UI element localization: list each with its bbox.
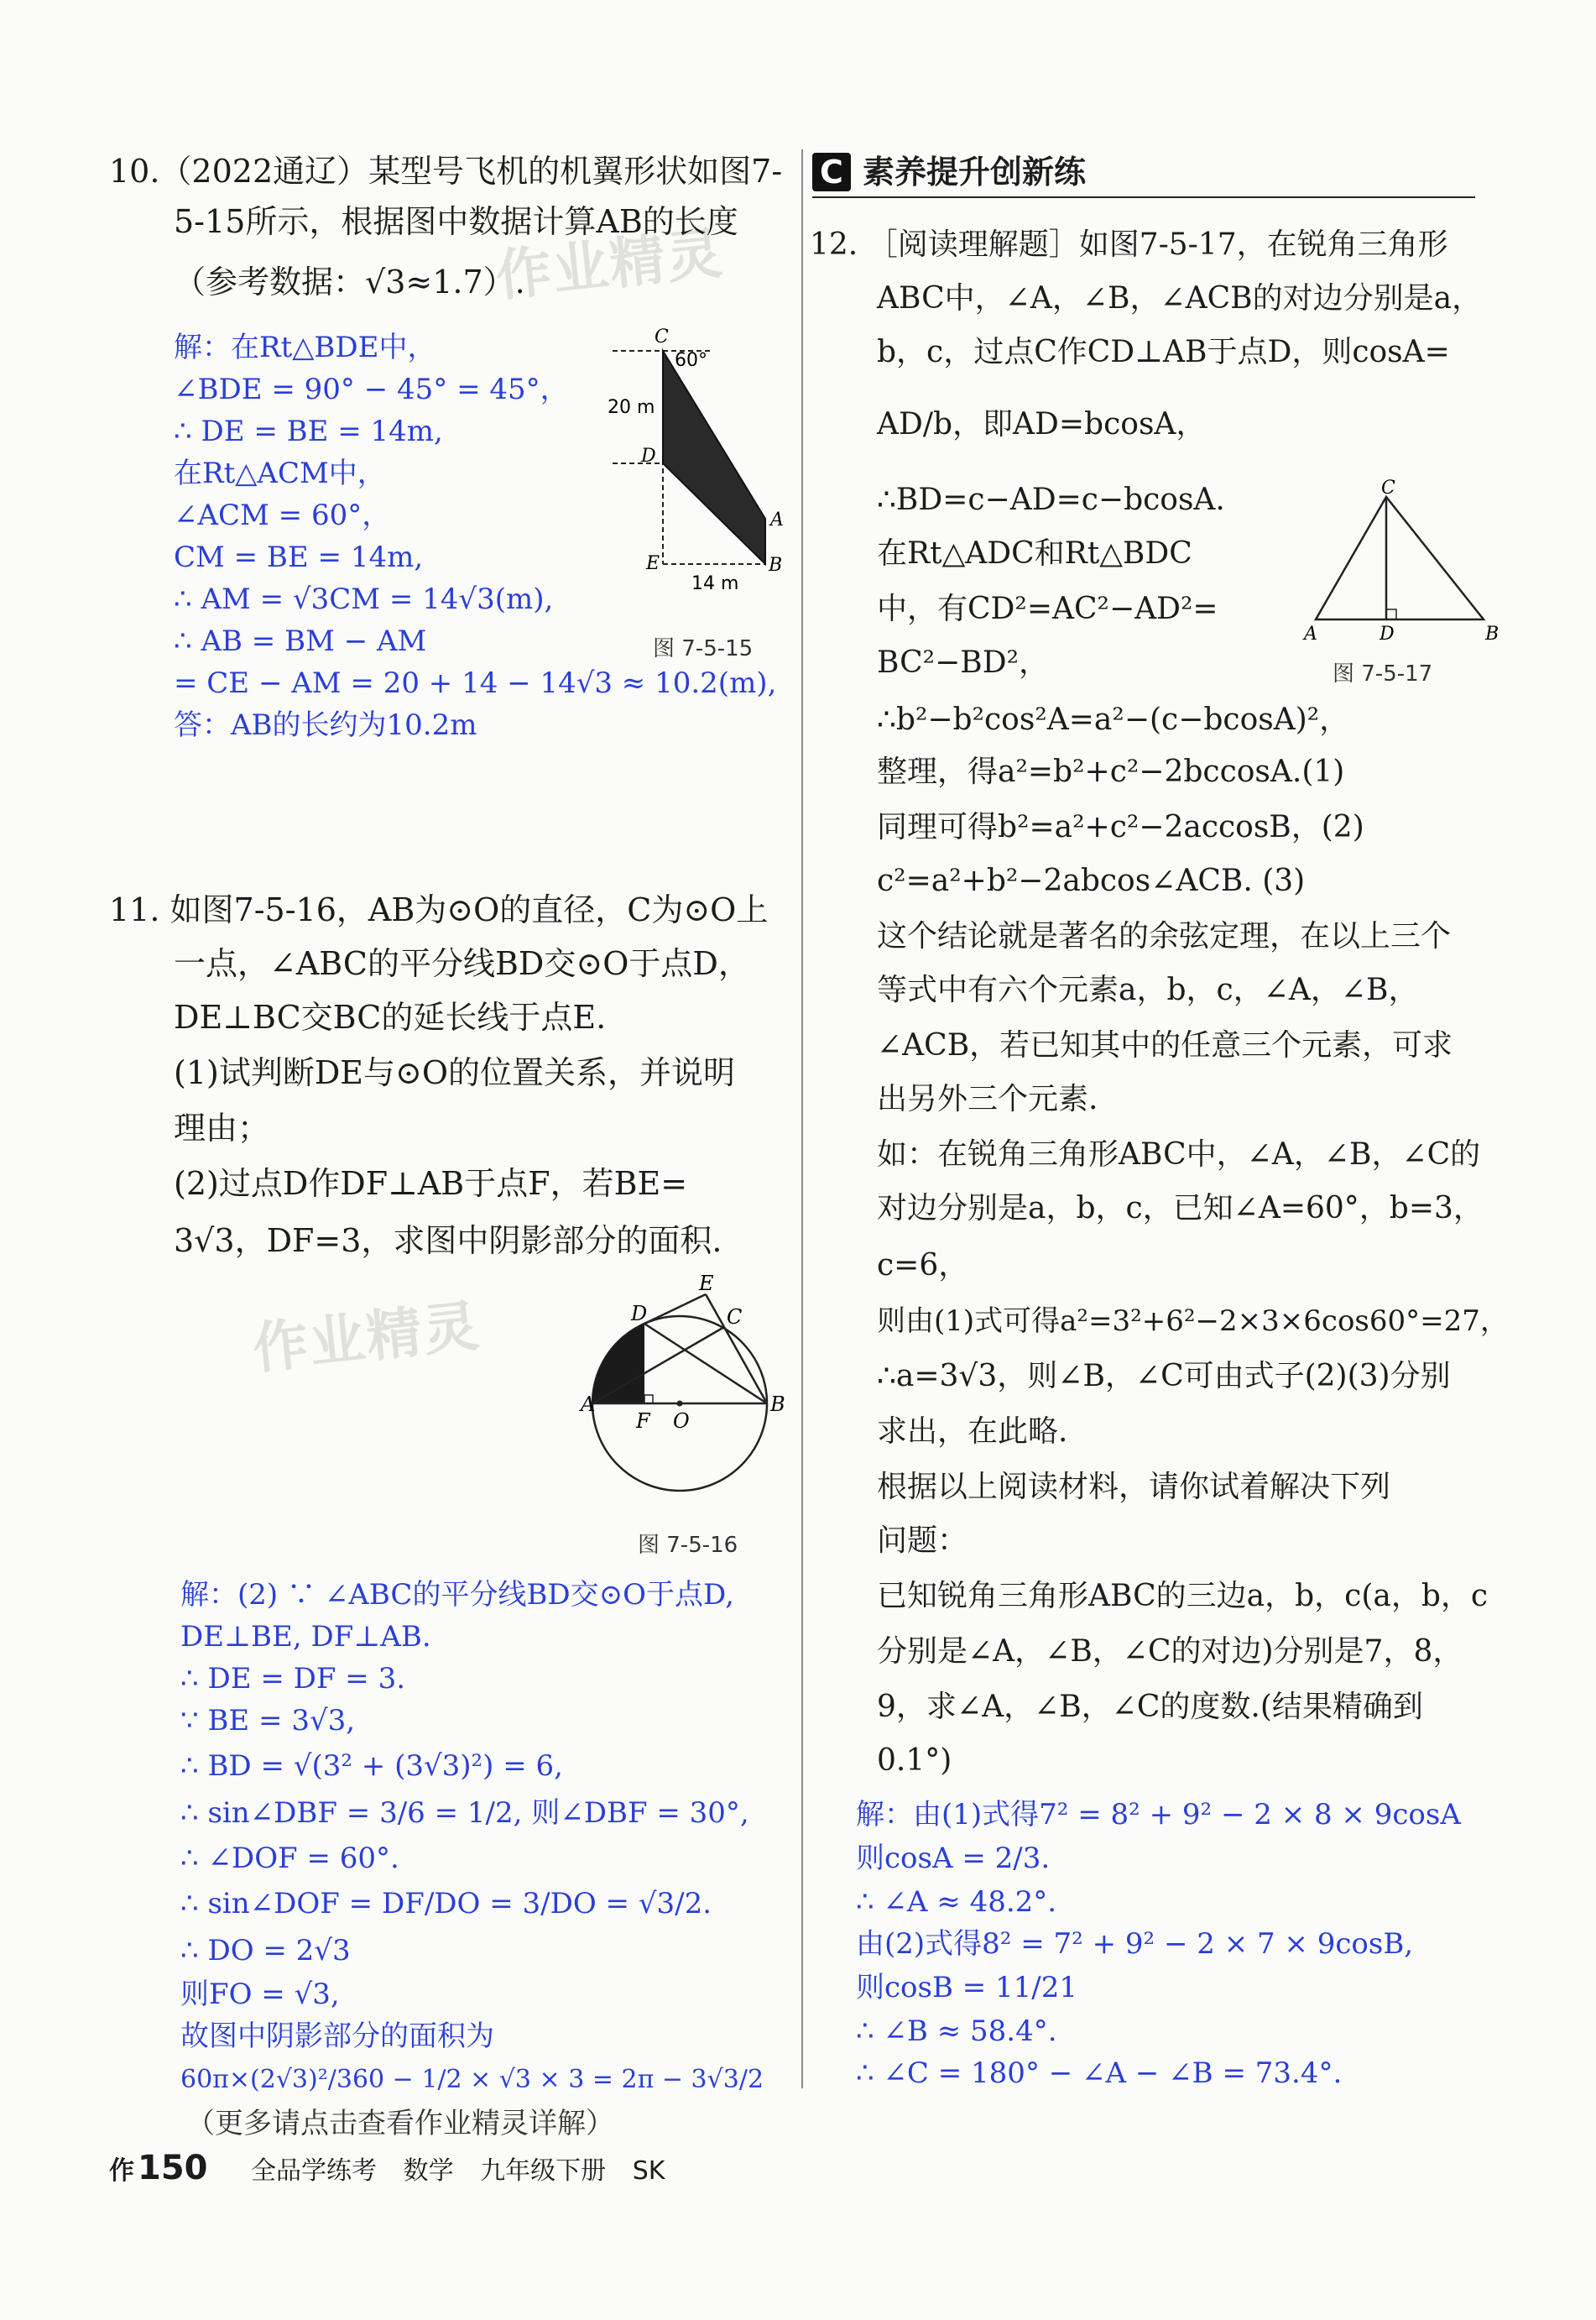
q11-line-7: 3√3，DF=3，求图中阴影部分的面积. [174,1222,722,1259]
q11-line-3: DE⊥BC交BC的延长线于点E. [174,999,607,1036]
q12-line: ∴a=3√3，则∠B，∠C可由式子(2)(3)分别 [877,1359,1451,1393]
label-D: D [1380,624,1395,645]
q12-line: 则由(1)式可得a²=3²+6²−2×3×6cos60°=27， [877,1304,1509,1338]
q12-answer-line: 由(2)式得8² = 7² + 9² − 2 × 7 × 9cosB, [856,1927,1414,1961]
q12-line: 已知锐角三角形ABC的三边a，b，c(a，b，c [877,1579,1489,1613]
label-D: D [631,1302,648,1325]
q12-answer-line: 解：由(1)式得7² = 8² + 9² − 2 × 8 × 9cosA [856,1798,1461,1831]
q12-line: c=6， [877,1248,969,1283]
q11-answer-line: ∴ sin∠DBF = 3/6 = 1/2, 则∠DBF = 30°, [180,1796,749,1830]
q10-answer-line: ∠BDE = 90° − 45° = 45°， [174,373,569,406]
q12-line: 同理可得b²=a²+c²−2accosB，(2) [877,810,1364,844]
label-E: E [699,1272,714,1295]
q10-answer-line: ∠ACM = 60°， [174,499,391,532]
q10-answer-line: ∴ AB = BM − AM [174,624,427,658]
q12-line: ABC中，∠A，∠B，∠ACB的对边分别是a， [877,281,1483,316]
label-angle-60: 60° [675,350,707,371]
q12-line: b，c，过点C作CD⊥AB于点D，则cosA= [877,335,1450,369]
footer-subject: 数学 [403,2156,454,2186]
q11-line-4: (1)试判断DE与⊙O的位置关系，并说明 [174,1054,736,1091]
q12-line: 对边分别是a，b，c，已知∠A=60°，b=3， [877,1191,1484,1225]
figure-caption-7-5-17: 图 7-5-17 [1333,661,1433,687]
q11-answer-line: ∴ sin∠DOF = DF/DO = 3/DO = √3/2. [180,1887,712,1920]
q12-line: 根据以上阅读材料，请你试着解决下列 [877,1470,1391,1504]
q11-line-6: (2)过点D作DF⊥AB于点F，若BE= [174,1165,688,1202]
q12-line: 0.1°) [877,1743,952,1778]
q12-line: 出另外三个元素. [877,1082,1098,1116]
q12-line: 中，有CD²=AC²−AD²= [877,592,1218,626]
q12-line: BC²−BD²， [877,645,1050,680]
q11-answer-line: 则FO = √3, [180,1978,340,2011]
q12-line: ∴BD=c−AD=c−bcosA. [877,483,1225,517]
page-number: 150 [138,2149,208,2187]
label-A: A [581,1393,596,1416]
q11-answer-line: ∴ ∠DOF = 60°. [180,1842,399,1875]
section-header [812,149,1484,200]
label-C: C [1381,478,1395,499]
figure-caption-7-5-16: 图 7-5-16 [638,1533,738,1558]
q10-answer-line: ∴ AM = √3CM = 14√3(m), [174,583,554,616]
q12-answer-line: 则cosA = 2/3. [856,1842,1051,1875]
label-B: B [770,1393,785,1416]
section-rule [812,196,1475,198]
q10-answer-line: 在Rt△ACM中， [174,457,386,490]
more-details-link[interactable]: （更多请点击查看作业精灵详解） [186,2107,614,2140]
q11-line-2: 一点，∠ABC的平分线BD交⊙O于点D， [174,945,750,982]
q12-line: 等式中有六个元素a，b，c，∠A，∠B， [877,973,1419,1007]
section-title: 素养提升创新练 [863,154,1087,191]
q10-line-3: （参考数据：√3≈1.7）. [174,264,525,300]
label-A: A [1304,624,1317,645]
q10-answer-line: 解：在Rt△BDE中， [174,331,436,364]
figure-caption-7-5-15: 图 7-5-15 [653,636,754,661]
q11-answer-line: 60π×(2√3)²/360 − 1/2 × √3 × 3 = 2π − 3√3/2 [180,2065,764,2094]
label-E: E [646,553,660,574]
q10-line-1: 10.（2022通辽）某型号飞机的机翼形状如图7- [109,153,783,190]
q12-answer-line: 则cosB = 11/21 [856,1971,1078,2004]
q11-answer-line: 解：(2) ∵ ∠ABC的平分线BD交⊙O于点D, [180,1578,734,1612]
label-C: C [727,1305,743,1329]
triangle-figure [1292,478,1510,646]
section-badge: C [812,153,851,191]
q11-answer-line: ∴ BD = √(3² + (3√3)²) = 6, [180,1749,563,1783]
label-F: F [636,1409,650,1433]
q12-line: 这个结论就是著名的余弦定理，在以上三个 [877,919,1452,954]
q12-answer-line: ∴ ∠A ≈ 48.2°. [856,1885,1057,1919]
q12-line: ∴b²−b²cos²A=a²−(c−bcosA)²， [877,703,1350,737]
q11-line-5: 理由； [174,1110,270,1147]
label-height: 20 m [608,397,655,418]
label-O: O [673,1409,690,1433]
q12-line: 9，求∠A，∠B，∠C的度数.(结果精确到 [877,1690,1423,1724]
q12-line: 分别是∠A，∠B，∠C的对边)分别是7，8， [877,1634,1463,1669]
q11-line-1: 11. 如图7-5-16，AB为⊙O的直径，C为⊙O上 [109,891,769,928]
label-A: A [770,509,784,530]
q12-line: 在Rt△ADC和Rt△BDC [877,536,1192,571]
footer-book: 全品学练考 [251,2156,378,2186]
q12-line: AD/b，即AD=bcosA， [877,407,1207,442]
q12-answer-line: ∴ ∠C = 180° − ∠A − ∠B = 73.4°. [856,2056,1343,2090]
label-D: D [641,446,656,467]
label-C: C [655,327,669,347]
footer-grade: 九年级下册 [480,2156,607,2186]
q11-answer-line: ∵ BE = 3√3, [180,1704,356,1737]
wing-figure [587,319,789,604]
watermark-2: 作业精灵 [249,1293,483,1382]
q12-line: 整理，得a²=b²+c²−2bccosA.(1) [877,755,1345,789]
q10-answer-line: = CE − AM = 20 + 14 − 14√3 ≈ 10.2(m), [174,666,777,700]
label-B: B [1485,624,1500,645]
q11-answer-line: ∴ DE = DF = 3. [180,1662,406,1696]
q12-line: 求出，在此略. [877,1414,1068,1449]
label-B: B [769,555,783,576]
q12-line: 问题： [877,1523,968,1558]
q10-line-2: 5-15所示，根据图中数据计算AB的长度 [174,203,738,240]
q10-answer-line: CM = BE = 14m, [174,541,424,574]
watermark-1: 作业精灵 [493,220,727,309]
label-width: 14 m [691,573,739,594]
footer-edition: SK [632,2156,665,2186]
page-footer [109,2149,683,2187]
circle-figure [579,1272,797,1498]
q11-answer-line: ∴ DO = 2√3 [180,1934,351,1967]
q12-line: 12. ［阅读理解题］如图7-5-17，在锐角三角形 [810,227,1448,262]
q10-answer-line: 答：AB的长约为10.2m [174,708,477,742]
q12-line: ∠ACB，若已知其中的任意三个元素，可求 [877,1028,1453,1063]
q12-line: c²=a²+b²−2abcos∠ACB. (3) [877,864,1306,898]
q12-line: 如：在锐角三角形ABC中，∠A，∠B，∠C的 [877,1137,1481,1172]
q11-answer-line: DE⊥BE, DF⊥AB. [180,1620,431,1654]
q12-answer-line: ∴ ∠B ≈ 58.4°. [856,2014,1057,2048]
column-divider [801,149,803,2088]
footer-prefix: 作 [109,2156,134,2186]
q10-answer-line: ∴ DE = BE = 14m, [174,415,443,448]
q11-answer-line: 故图中阴影部分的面积为 [180,2020,494,2053]
